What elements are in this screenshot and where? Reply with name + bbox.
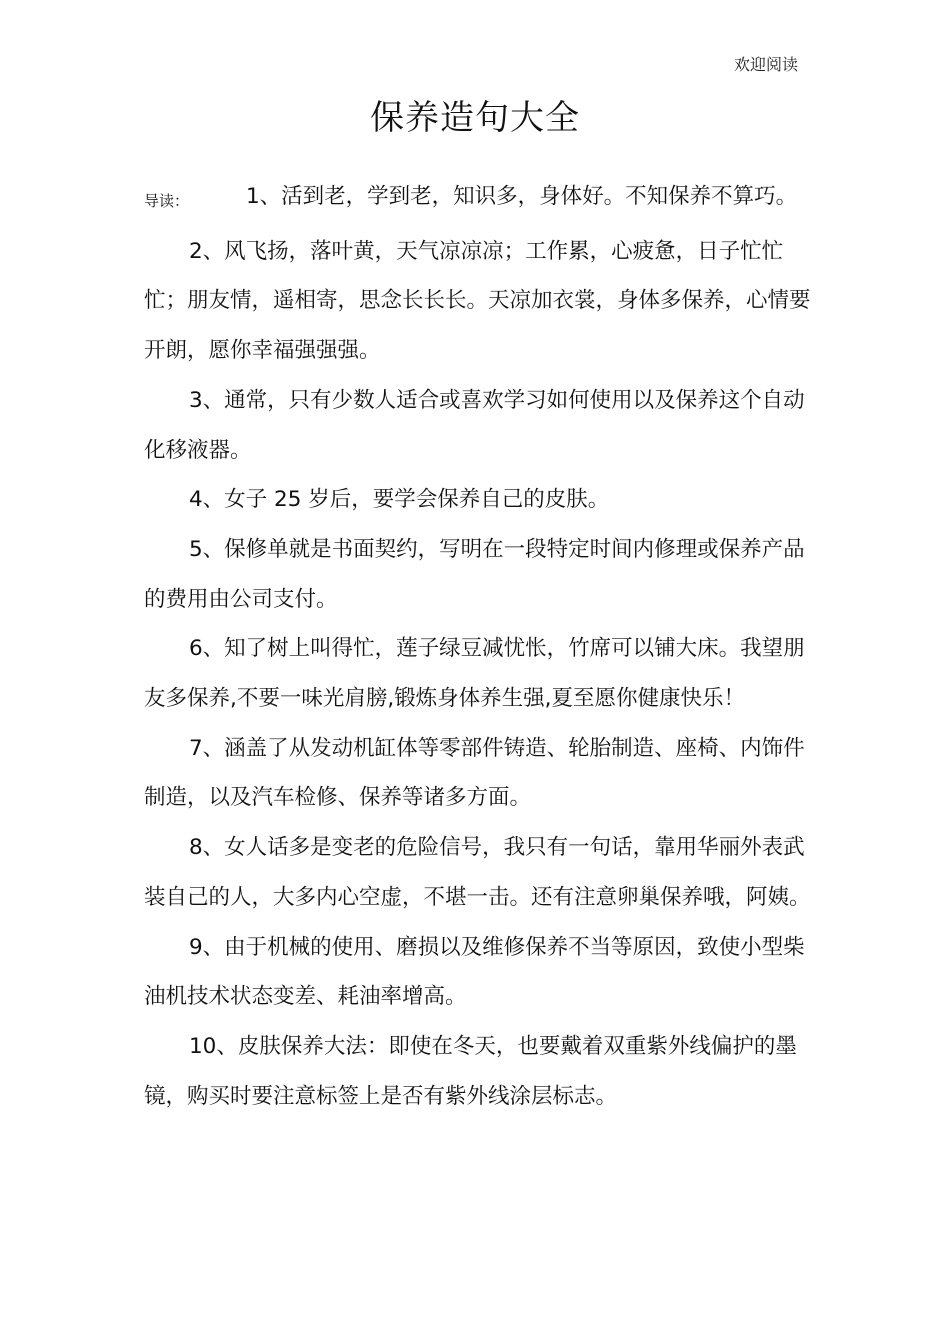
paragraph-2: 2、风飞扬，落叶黄，天气凉凉凉；工作累，心疲惫，日子忙忙忙；朋友情，遥相寄，思念长长长。天凉加衣裳，身体多保养，心情要开朗，愿你幸福强强强。 <box>144 238 811 364</box>
lead-label: 导读： <box>144 192 190 210</box>
page-title: 保养造句大全 <box>370 98 580 138</box>
paragraph-8: 8、女人话多是变老的危险信号，我只有一句话，靠用华丽外表武装自己的人，大多内心空虚，不堪一击。还有注意卵巢保养哦，阿姨。 <box>144 835 811 910</box>
paragraph-10: 10、皮肤保养大法：即使在冬天，也要戴着双重紫外线偏护的墨镜，购买时要注意标签上是否有紫外线涂层标志。 <box>144 1033 797 1109</box>
paragraph-1 <box>144 172 820 227</box>
document-body <box>144 172 820 1121</box>
paragraph-6: 6、知了树上叫得忙，莲子绿豆减忧怅，竹席可以铺大床。我望朋友多保养,不要一味光肩膀,锻炼身体养生强,夏至愿你健康快乐！ <box>144 636 805 712</box>
paragraph-text: 1、活到老，学到老，知识多，身体好。不知保养不算巧。 <box>246 184 798 209</box>
paragraph-4: 4、女子 25 岁后，要学会保养自己的皮肤。 <box>189 487 610 513</box>
paragraph-5: 5、保修单就是书面契约，写明在一段特定时间内修理或保养产品的费用由公司支付。 <box>144 536 805 612</box>
header-note: 欢迎阅读 <box>733 55 798 74</box>
paragraph-3: 3、通常，只有少数人适合或喜欢学习如何使用以及保养这个自动化移液器。 <box>144 387 805 463</box>
paragraph-9: 9、由于机械的使用、磨损以及维修保养不当等原因，致使小型柴油机技术状态变差、耗油率增高。 <box>144 934 805 1010</box>
paragraph-7: 7、涵盖了从发动机缸体等零部件铸造、轮胎制造、座椅、内饰件制造，以及汽车检修、保养等诸多方面。 <box>144 735 805 811</box>
